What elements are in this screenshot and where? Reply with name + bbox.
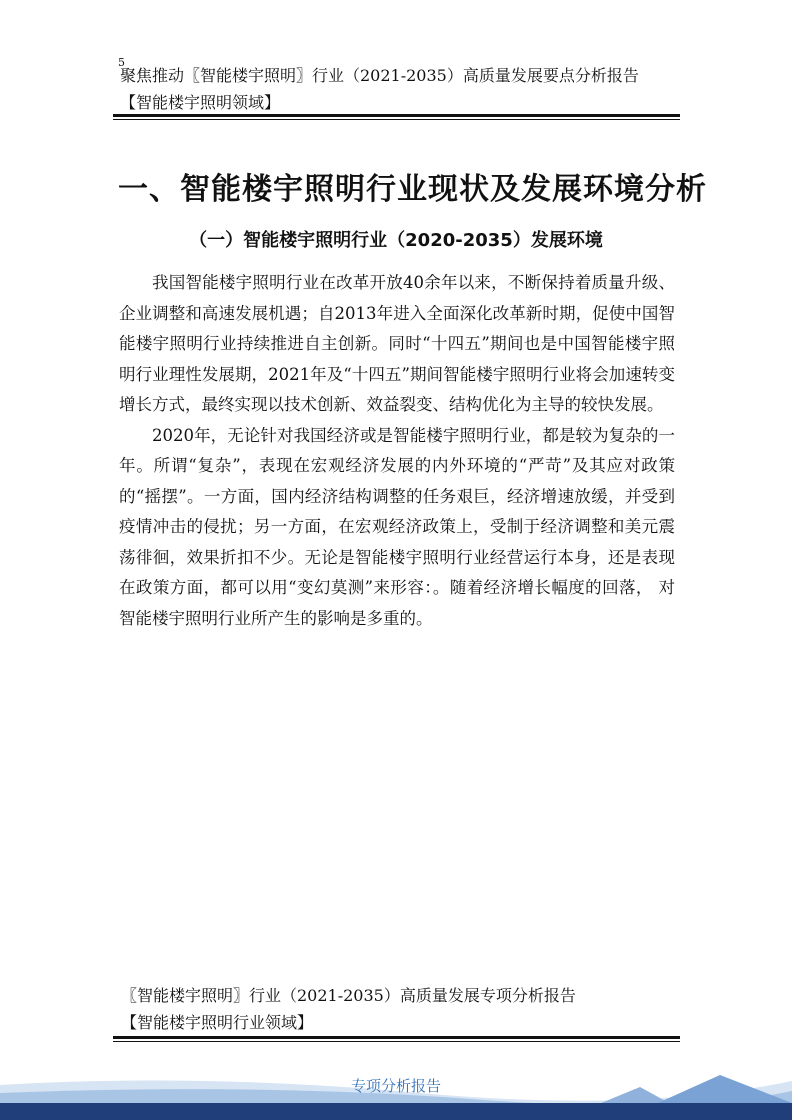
- page-number: 5: [118, 56, 125, 69]
- paragraph: 我国智能楼宇照明行业在改革开放40余年以来，不断保持着质量升级、企业调整和高速发展机遇；自2013年进入全面深化改革新时期，促使中国智能楼宇照明行业持续推进自主创新。同时“十四五”期间也是中国智能楼宇照明行业理性发展期，2021年及“十四五”期间智能楼宇照明行业将会加速转变增长方式，最终实现以技术创新、效益裂变、结构优化为主导的较快发展。: [119, 273, 675, 414]
- footer-rule: [113, 1036, 680, 1039]
- footer-title: 〖智能楼宇照明〗行业（2021-2035）高质量发展专项分析报告: [121, 986, 576, 1005]
- header-title: 聚焦推动〖智能楼宇照明〗行业（2021-2035）高质量发展要点分析报告: [120, 66, 639, 85]
- page-header: [120, 62, 680, 116]
- bottom-label: 专项分析报告: [350, 1077, 441, 1095]
- footer-subtitle: 【智能楼宇照明行业领域】: [121, 1013, 314, 1032]
- footer-rule-thin: [113, 1041, 680, 1042]
- bottom-bar: [0, 1103, 792, 1120]
- subsection-title: （一）智能楼宇照明行业（2020-2035）发展环境: [189, 230, 603, 251]
- header-rule: [113, 114, 680, 117]
- bottom-band: [0, 1063, 792, 1120]
- paragraph: 2020年，无论针对我国经济或是智能楼宇照明行业，都是较为复杂的一年。所谓“复杂”，表现在宏观经济发展的内外环境的“严苛”及其应对政策的“摇摆”。一方面，国内经济结构调整的任务艰巨，经济增速放缓，并受到疫情冲击的侵扰；另一方面，在宏观经济政策上，受制于经济调整和美元震荡徘徊，效果折扣不少。无论是智能楼宇照明行业经营运行本身，还是表现在政策方面，都可以用“变幻莫测”来形容：。随着经济增长幅度的回落， 对智能楼宇照明行业所产生的影响是多重的。: [119, 425, 675, 628]
- section-title: 一、智能楼宇照明行业现状及发展环境分析: [118, 172, 707, 207]
- body-text: [119, 268, 675, 634]
- page-footer: [121, 982, 681, 1036]
- header-subtitle: 【智能楼宇照明领域】: [120, 93, 281, 112]
- header-rule-thin: [113, 119, 680, 120]
